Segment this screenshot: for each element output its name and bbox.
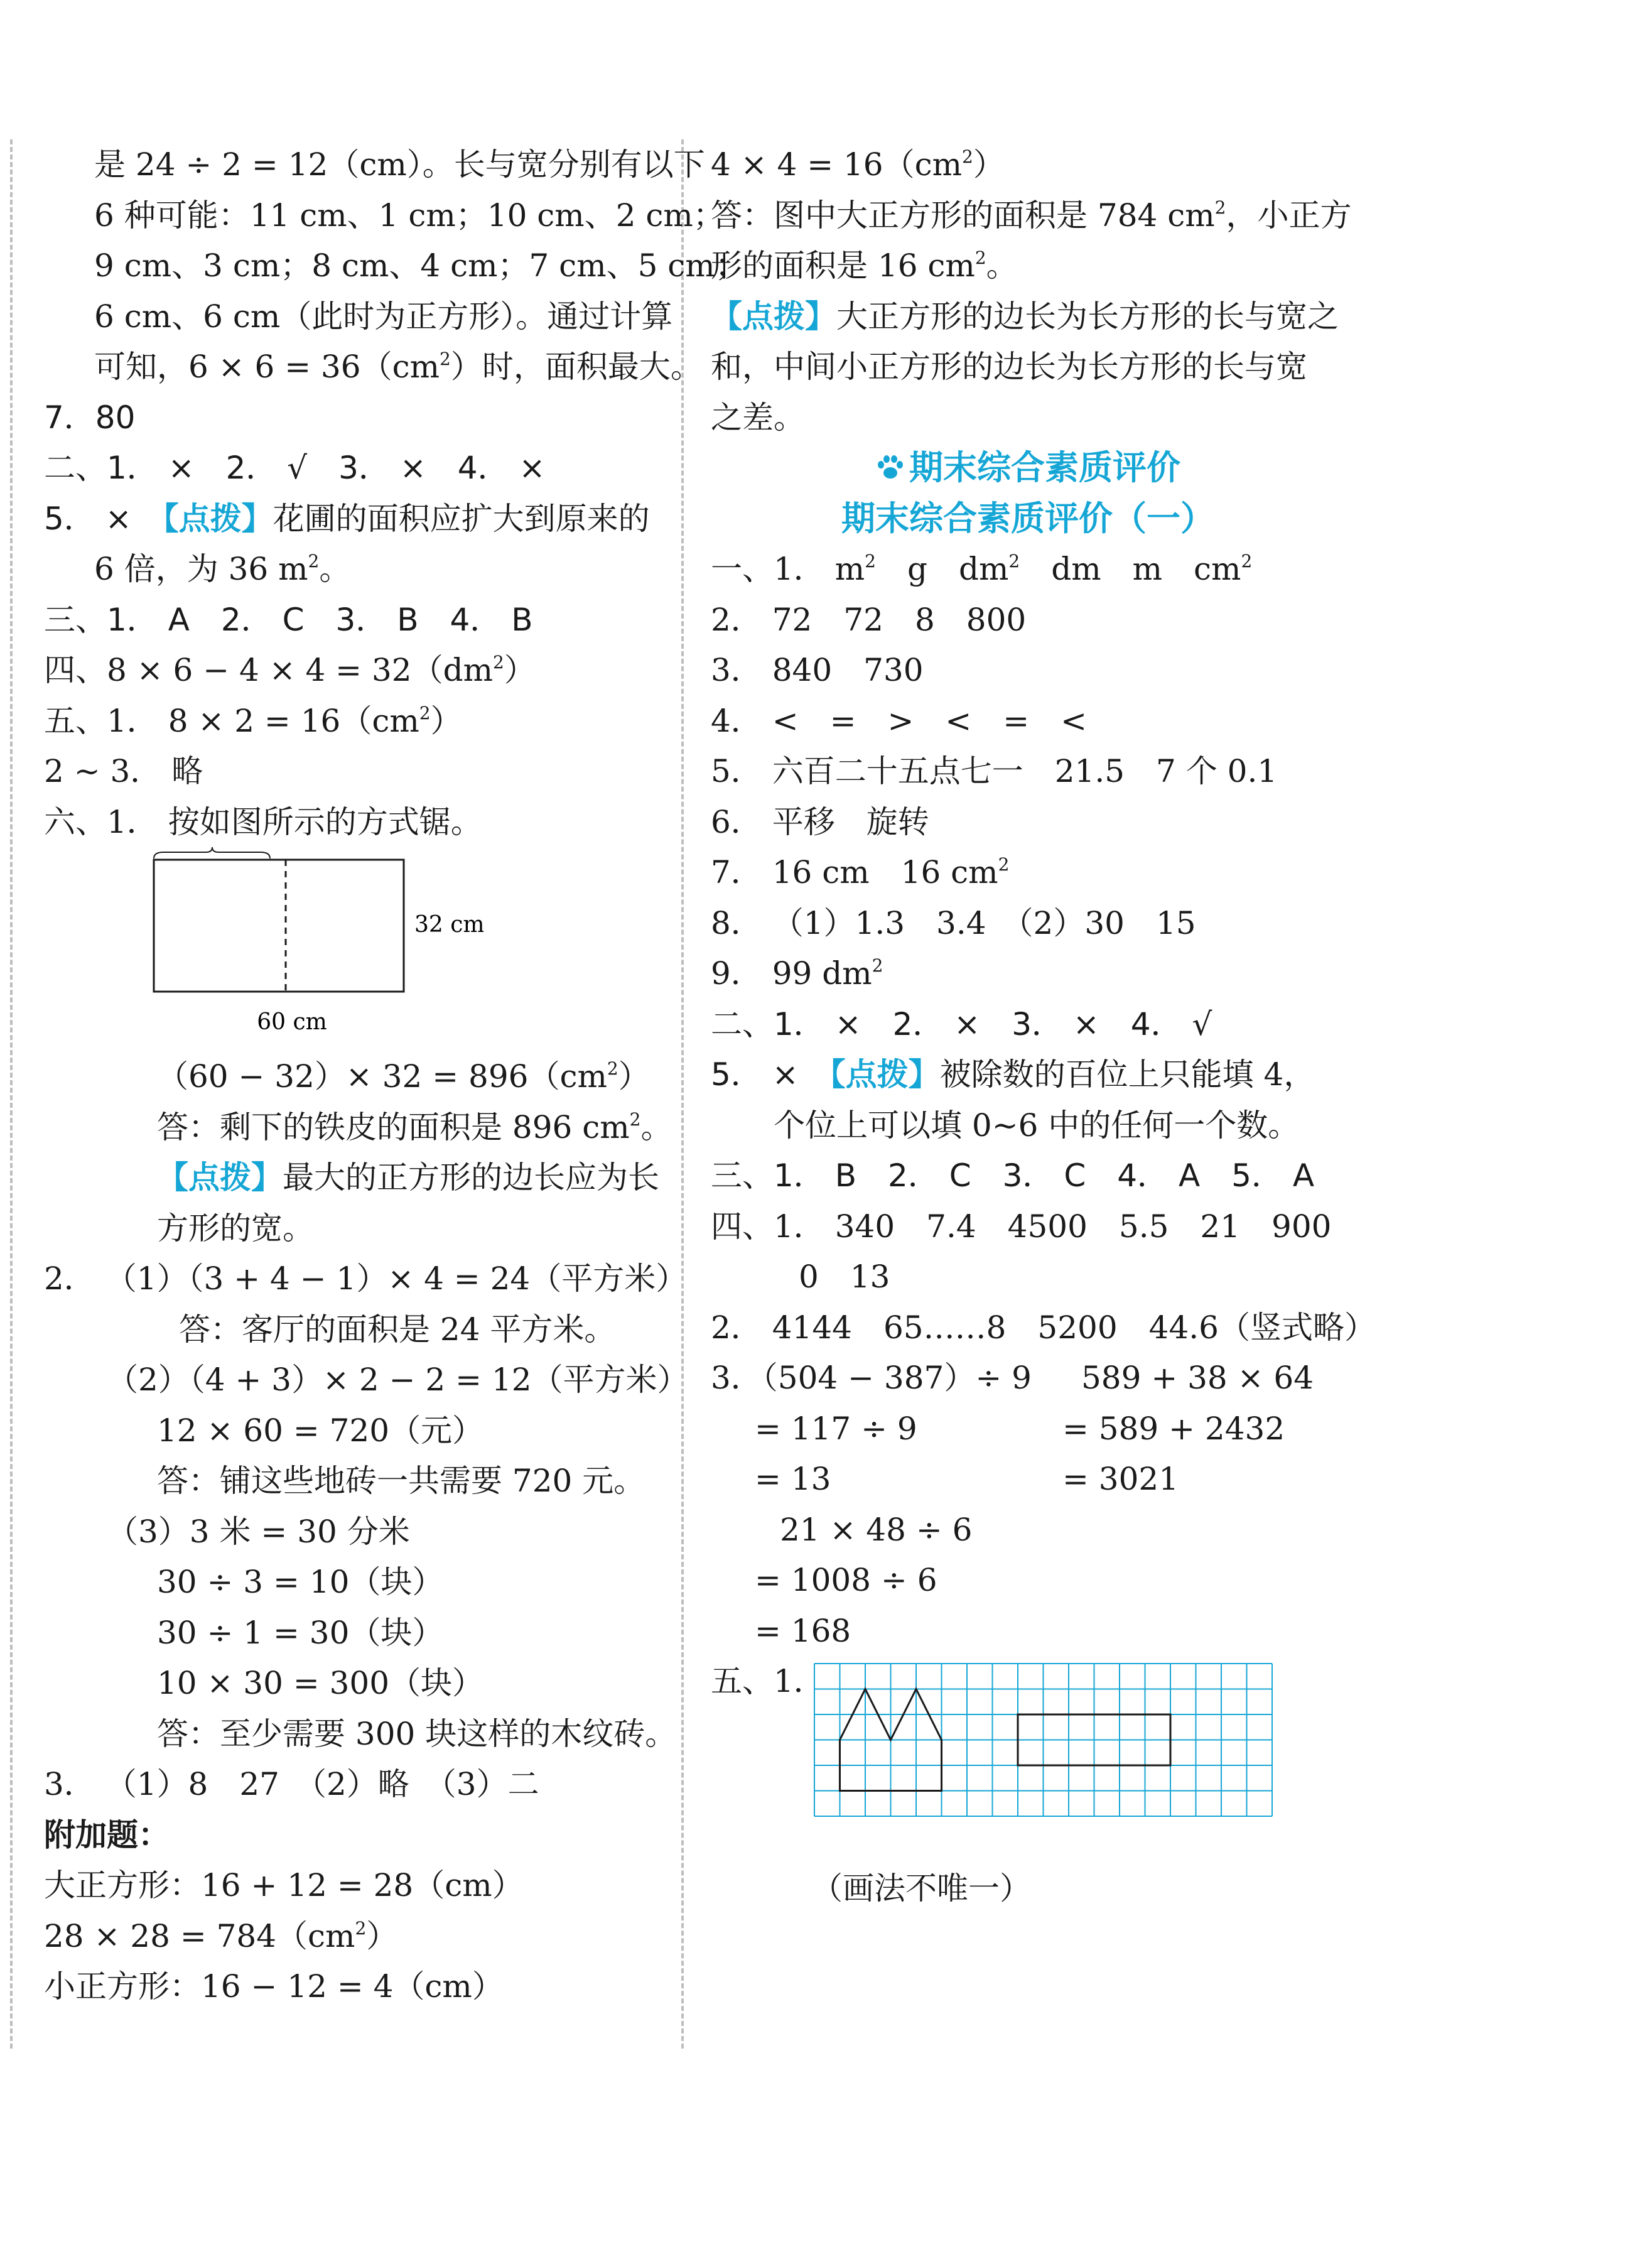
grid-drawing-answer — [711, 1656, 1345, 1863]
page-divider — [10, 139, 13, 2049]
text-line: $4 \times 4 = 16(cm^2)$ — [711, 146, 1005, 183]
answer-item: 四、1． 340 7.4 4500 5.5 21 900 — [711, 1208, 1332, 1245]
text-line: 小正方形：16 − 12 = 4（cm） — [44, 1968, 504, 2005]
answer-item: 5． × 【点拨】被除数的百位上只能填 4， — [711, 1056, 1315, 1093]
hint-tag: 【点拨】 — [163, 500, 273, 537]
dim-right-label: 32 cm — [414, 912, 483, 938]
text-line: 个位上可以填 0~6 中的任何一个数。 — [774, 1107, 1300, 1144]
hint-tag: 【点拨】 — [157, 1159, 283, 1196]
answer-item: 8． （1）1.3 3.4 （2）30 15 — [711, 904, 1196, 941]
section-heading: 期末综合素质评价 — [711, 443, 1345, 494]
answer-item: 五、1． — [711, 1663, 825, 1699]
text-line: 【点拨】大正方形的边长为长方形的长与宽之 — [711, 298, 1339, 335]
text-line: 0 13 — [799, 1259, 890, 1295]
answer-item: 2 ~ 3． 略 — [44, 753, 203, 789]
text-line: 9 cm、3 cm；8 cm、4 cm；7 cm、5 cm； — [94, 247, 747, 284]
iron-sheet-figure — [44, 847, 672, 1080]
answer-item: 二、1． × 2． √ 3． × 4． × — [44, 450, 546, 486]
text-line: 和，中间小正方形的边长为长方形的长与宽 — [711, 349, 1307, 385]
text-line: （3）3 米 = 30 分米 — [107, 1513, 410, 1550]
text-line: （画法不唯一） — [811, 1870, 1031, 1907]
answer-item: 一、1． $m^2$ g $dm^2$ dm m $cm^2$ — [711, 551, 1253, 587]
hint-tag: 【点拨】 — [829, 1056, 940, 1093]
answer-item: 四、$8 \times 6 - 4 \times 4 = 32(dm^2)$ — [44, 652, 536, 688]
text-line: 答：铺这些地砖一共需要 720 元。 — [157, 1463, 645, 1499]
calc-row: = 13 = 3021 — [755, 1461, 1179, 1497]
text-line: 6 种可能：11 cm、1 cm；10 cm、2 cm； — [94, 197, 725, 234]
text-line: 6 cm、6 cm（此时为正方形）。通过计算 — [94, 298, 673, 335]
text-line: 答：图中大正方形的面积是 784 $cm^2$，小正方 — [711, 197, 1352, 234]
dim-bottom-label: 60 cm — [257, 1009, 327, 1035]
answer-item: 7． 16 cm 16 $cm^2$ — [711, 854, 1010, 891]
answer-item: 2． （1）（3 + 4 − 1）× 4 = 24（平方米） — [44, 1260, 688, 1297]
rectangle-diagram — [44, 847, 483, 1080]
text-line: 10 × 30 = 300（块） — [157, 1665, 484, 1701]
text-line: 30 ÷ 1 = 30（块） — [157, 1614, 444, 1651]
answer-item: 4． < = > < = < — [711, 702, 1088, 739]
answer-column-left — [44, 139, 747, 2012]
square-grid — [711, 1656, 1276, 1863]
answer-item: 三、1． B 2． C 3． C 4． A 5． A — [711, 1157, 1315, 1194]
text-line: 【点拨】最大的正方形的边长应为长 — [157, 1159, 659, 1196]
text-line: $(60 - 32)\times 32 = 896(cm^2)$ — [157, 1058, 650, 1095]
answer-item: 5． 六百二十五点七一 21.5 7 个 0.1 — [711, 753, 1278, 789]
answer-item: 三、1． A 2． C 3． B 4． B — [44, 601, 533, 638]
text-line: 答：客厅的面积是 24 平方米。 — [179, 1311, 616, 1348]
calc-row: 3．（504 − 387）÷ 9 589 + 38 × 64 — [711, 1360, 1314, 1396]
text-line: 大正方形：16 + 12 = 28（cm） — [44, 1867, 524, 1903]
text-line: 6 倍，为 36 $m^2$。 — [94, 551, 351, 587]
calc-row: = 168 — [755, 1612, 851, 1649]
answer-item: 9． 99 $dm^2$ — [711, 955, 883, 992]
calc-row: = 117 ÷ 9 = 589 + 2432 — [755, 1410, 1285, 1447]
text-line: （2）（4 + 3）× 2 − 2 = 12（平方米） — [107, 1362, 689, 1398]
calc-row: 21 × 48 ÷ 6 — [780, 1511, 973, 1548]
text-line: 形的面积是 16 $cm^2$。 — [711, 247, 1018, 284]
text-line: 之差。 — [711, 399, 805, 436]
text-line: 答：剩下的铁皮的面积是 896 $cm^2$。 — [157, 1108, 672, 1145]
text-line: $28 \times 28 = 784(cm^2)$ — [44, 1917, 398, 1954]
answer-item: 2． 4144 65……8 5200 44.6（竖式略） — [711, 1309, 1376, 1346]
text-line: 方形的宽。 — [157, 1210, 314, 1247]
paw-icon — [875, 454, 905, 482]
answer-item: 5． × 【点拨】花圃的面积应扩大到原来的 — [44, 500, 650, 537]
answer-item: 二、1． × 2． × 3． × 4． √ — [711, 1005, 1212, 1042]
bonus-heading: 附加题： — [44, 1816, 170, 1853]
calc-row: = 1008 ÷ 6 — [755, 1562, 937, 1598]
sheet-rect — [154, 860, 404, 992]
answer-item: 六、1． 按如图所示的方式锯。 — [44, 803, 482, 840]
dim-top-label — [191, 847, 261, 852]
text-line: 答：至少需要 300 块这样的木纹砖。 — [157, 1715, 677, 1752]
answer-item: 6． 平移 旋转 — [711, 803, 929, 840]
answer-column-right — [711, 139, 1376, 1914]
answer-item: 3． （1）8 27 （2）略 （3）二 — [44, 1766, 539, 1802]
hint-tag: 【点拨】 — [711, 298, 836, 335]
text-line: 是 24 ÷ 2 = 12（cm）。长与宽分别有以下 — [94, 146, 705, 183]
answer-item: 7．80 — [44, 399, 136, 436]
answer-item: 3． 840 730 — [711, 652, 924, 688]
column-divider — [681, 139, 684, 2049]
answer-item: 2． 72 72 8 800 — [711, 601, 1027, 638]
text-line: 可知，$6 \times 6 = 36(cm^2)$时，面积最大。 — [94, 349, 702, 385]
answer-item: 五、1． $8 \times 2 = 16(cm^2)$ — [44, 702, 462, 739]
text-line: 30 ÷ 3 = 10（块） — [157, 1564, 444, 1600]
section-subheading: 期末综合素质评价（一） — [841, 498, 1214, 538]
text-line: 12 × 60 = 720（元） — [157, 1412, 484, 1449]
